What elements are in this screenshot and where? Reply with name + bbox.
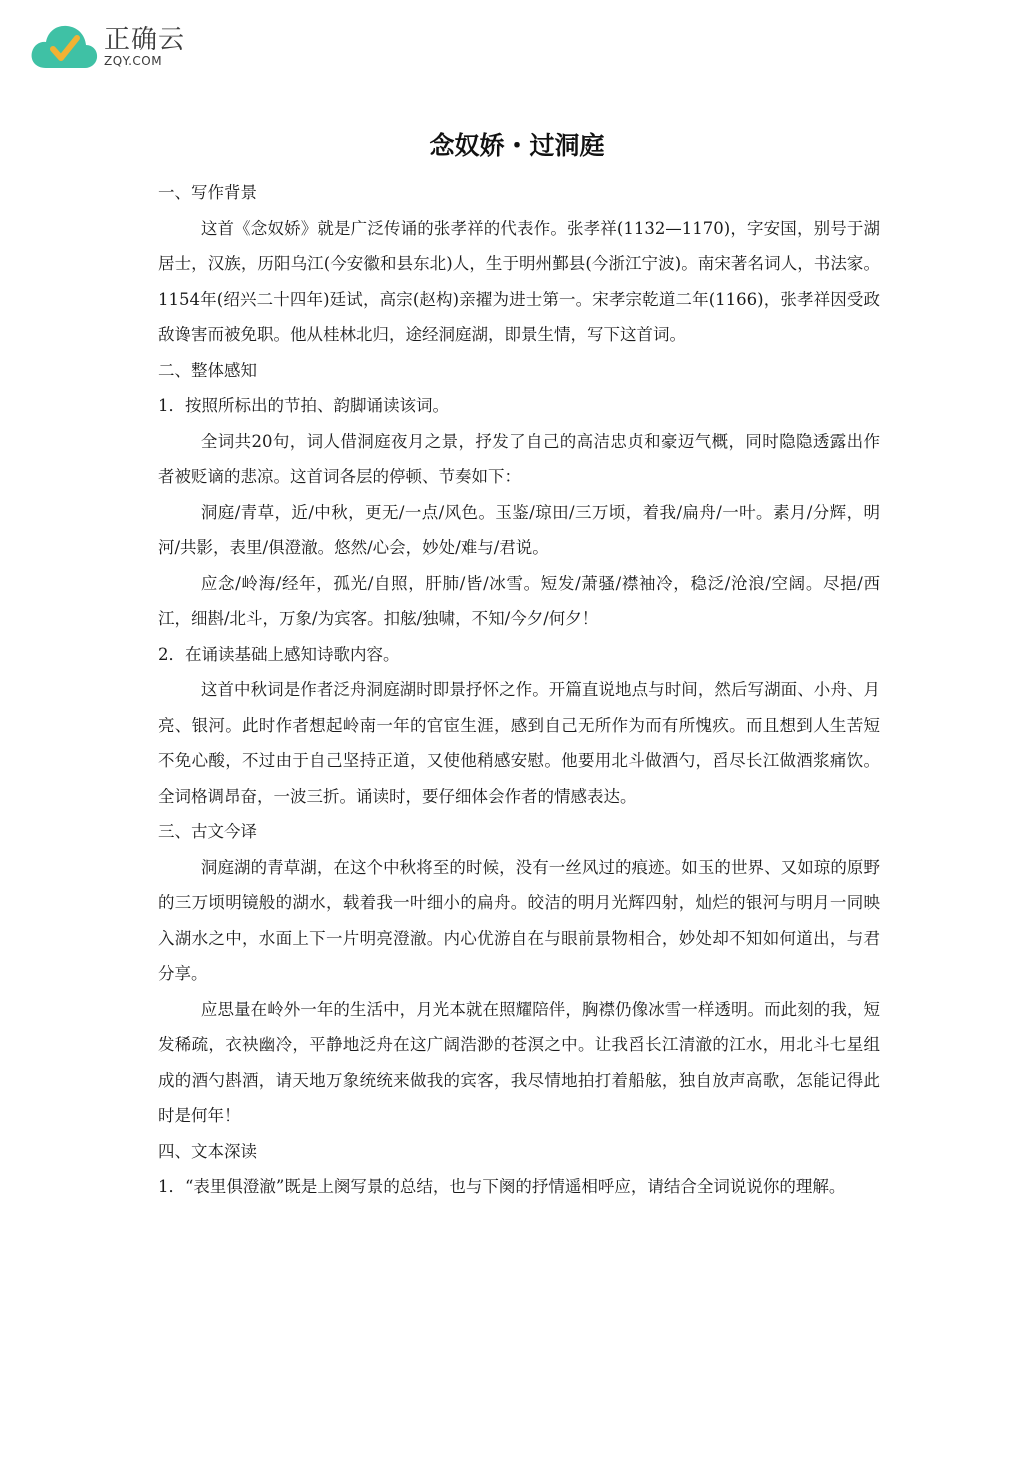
brand-logo	[30, 22, 185, 72]
cloud-check-icon	[30, 22, 98, 72]
paragraph: 2．在诵读基础上感知诗歌内容。	[158, 644, 400, 664]
paragraph: 三、古文今译	[158, 822, 257, 841]
paragraph: 全词共20句，词人借洞庭夜月之景，抒发了自己的高洁忠贞和豪迈气概，同时隐隐透露出作者被贬谪的悲凉。这首词各层的停顿、节奏如下：	[158, 431, 880, 486]
paragraph: 洞庭湖的青草湖，在这个中秋将至的时候，没有一丝风过的痕迹。如玉的世界、又如琼的原野的三万顷明镜般的湖水，载着我一叶细小的扁舟。皎洁的明月光辉四射，灿烂的银河与明月一同映入湖水之中，水面上下一片明亮澄澈。内心优游自在与眼前景物相合，妙处却不知如何道出，与君分享。	[158, 857, 880, 983]
paragraph: 1．按照所标出的节拍、韵脚诵读该词。	[158, 396, 449, 415]
paragraph: 洞庭/青草，近/中秋，更无/一点/风色。玉鉴/琼田/三万顷，着我/扁舟/一叶。素月/分辉，明河/共影，表里/俱澄澈。悠然/心会，妙处/难与/君说。	[158, 502, 880, 557]
paragraph: 应思量在岭外一年的生活中，月光本就在照耀陪伴，胸襟仍像冰雪一样透明。而此刻的我，短发稀疏，衣袂幽冷，平静地泛舟在这广阔浩渺的苍溟之中。让我舀长江清澈的江水，用北斗七星组成的酒勺斟酒，请天地万象统统来做我的宾客，我尽情地拍打着船舷，独自放声高歌，怎能记得此时是何年！	[158, 999, 880, 1125]
logo-chinese-text: 正确云	[104, 25, 186, 55]
paragraph: 应念/岭海/经年，孤光/自照，肝肺/皆/冰雪。短发/萧骚/襟袖冷，稳泛/沧浪/空阔。尽挹/西江，细斟/北斗，万象/为宾客。扣舷/独啸，不知/今夕/何夕！	[158, 573, 880, 628]
document-body	[158, 175, 880, 1205]
paragraph: 这首中秋词是作者泛舟洞庭湖时即景抒怀之作。开篇直说地点与时间，然后写湖面、小舟、月亮、银河。此时作者想起岭南一年的官宦生涯，感到自己无所作为而有所愧疚。而且想到人生苦短不免心酸，不过由于自己坚持正道，又使他稍感安慰。他要用北斗做酒勺，舀尽长江做酒浆痛饮。全词格调昂奋，一波三折。诵读时，要仔细体会作者的情感表达。	[158, 680, 880, 806]
paragraph: 1．“表里俱澄澈”既是上阕写景的总结，也与下阕的抒情遥相呼应，请结合全词说说你的理解。	[158, 1177, 846, 1196]
paragraph: 二、整体感知	[158, 360, 257, 380]
page-title: 念奴娇・过洞庭	[429, 131, 605, 160]
logo-domain-text: ZQY.COM	[104, 54, 163, 68]
paragraph: 一、写作背景	[158, 183, 257, 202]
paragraph: 四、文本深读	[158, 1141, 257, 1161]
paragraph: 这首《念奴娇》就是广泛传诵的张孝祥的代表作。张孝祥(1132—1170)，字安国，别号于湖居士，汉族，历阳乌江(今安徽和县东北)人，生于明州鄞县(今浙江宁波)。南宋著名词人，书法家。1154年(绍兴二十四年)廷试，高宗(赵构)亲擢为进士第一。宋孝宗乾道二年(1166)，张孝祥因受政敌谗害而被免职。他从桂林北归，途经洞庭湖，即景生情，写下这首词。	[158, 218, 880, 344]
